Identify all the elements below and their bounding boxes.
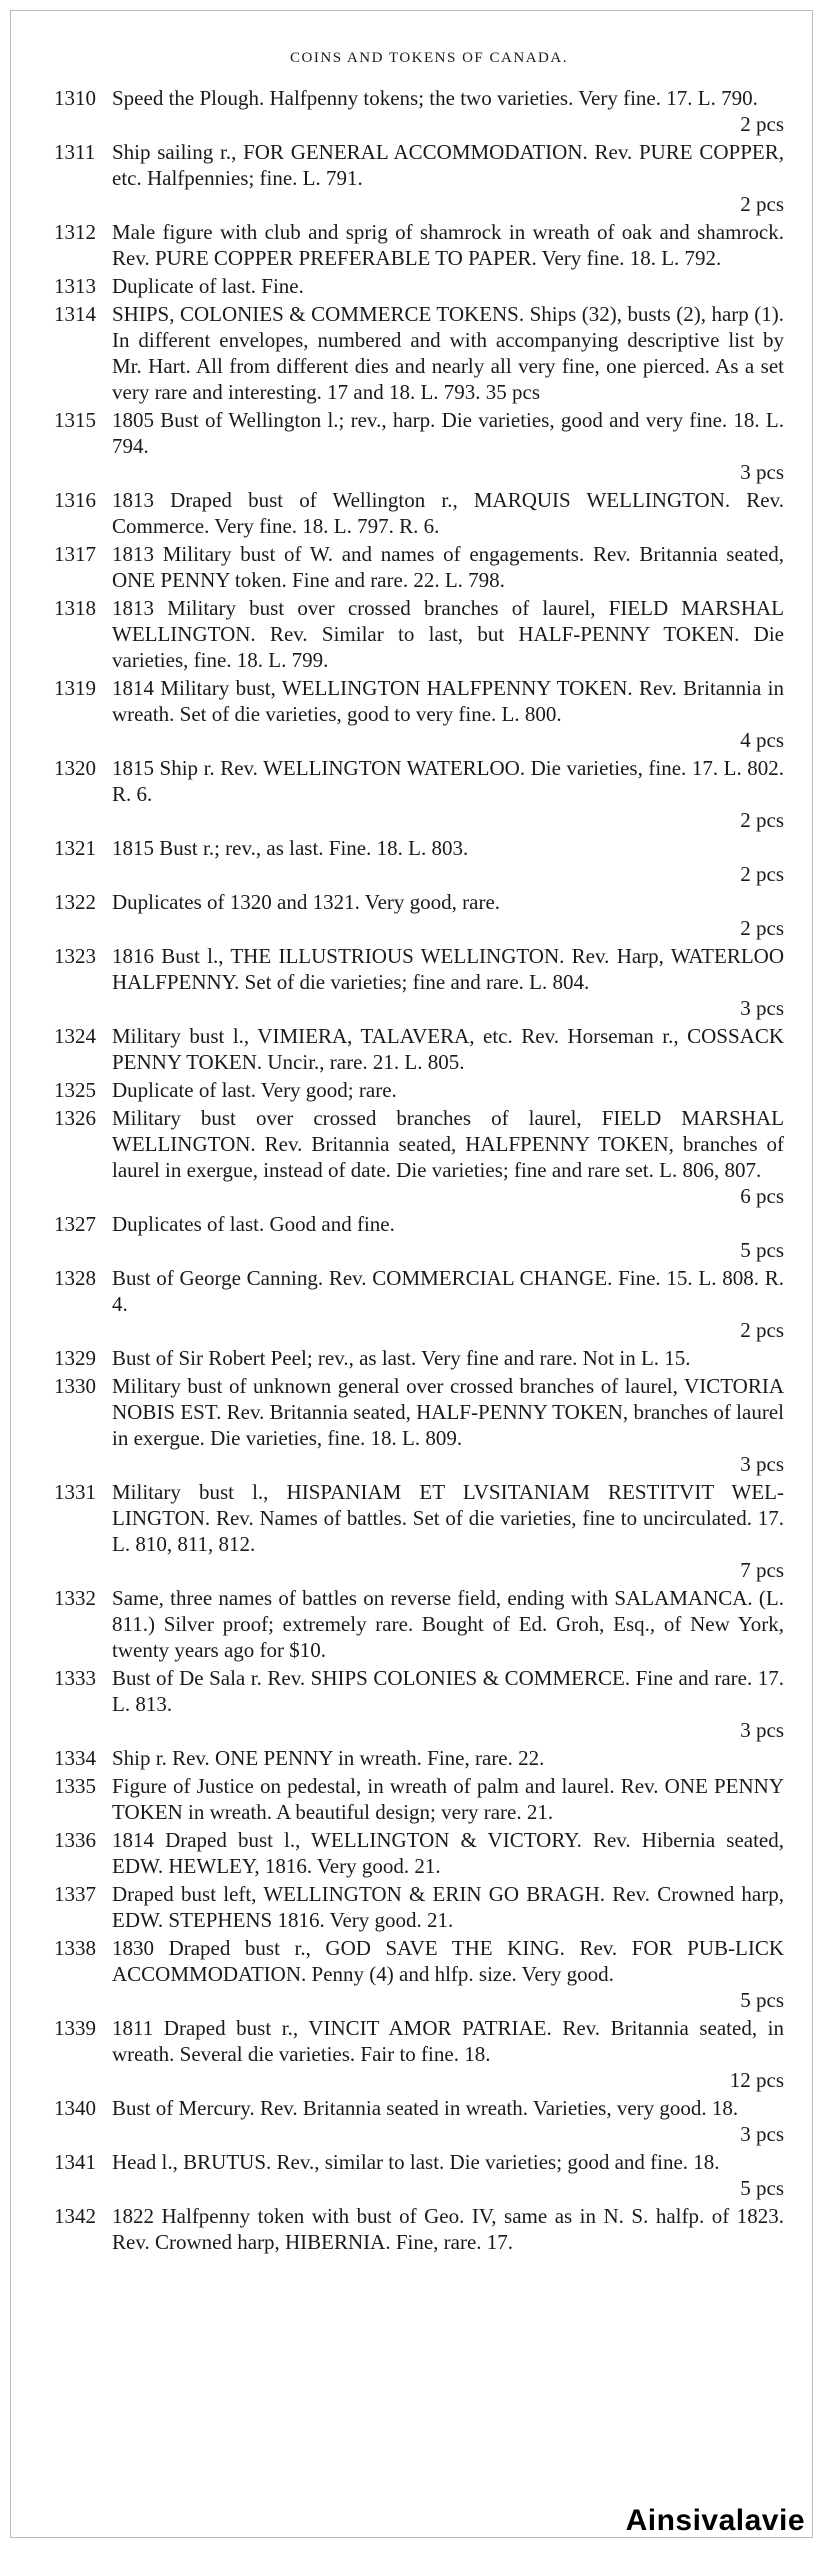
lot-description: Male figure with club and sprig of shamrock in wreath of oak and shamrock. Rev. PURE COPPER PREFERABLE TO PAPER. Very fine. 18. L. 792. bbox=[112, 220, 784, 270]
page-heading: COINS AND TOKENS OF CANADA. bbox=[290, 50, 568, 66]
lot-description: 1813 Military bust over crossed branches of laurel, FIELD MARSHAL WELLINGTON. Rev. Similar to last, but HALF-PENNY TOKEN. Die varieties, fine. 18. L. 799. bbox=[112, 596, 784, 672]
lot-number: 1318 bbox=[54, 596, 96, 620]
lot-quantity: 3 pcs bbox=[740, 1718, 784, 1742]
lot-entry bbox=[54, 1827, 784, 1879]
lot-number: 1332 bbox=[54, 1586, 96, 1610]
lot-quantity: 6 pcs bbox=[740, 1184, 784, 1208]
lot-description: Duplicates of last. Good and fine. bbox=[112, 1212, 395, 1236]
lot-entry bbox=[54, 1105, 784, 1209]
lot-description: 1805 Bust of Wellington l.; rev., harp. Die varieties, good and very fine. 18. L. 794. bbox=[112, 408, 784, 458]
lot-entry bbox=[54, 1265, 784, 1343]
lot-number: 1312 bbox=[54, 220, 96, 244]
lot-description: SHIPS, COLONIES & COMMERCE TOKENS. Ships (32), busts (2), harp (1). In different envelopes, numbered and with accompanying descriptive list by Mr. Hart. All from different dies and nearly all very fine, one pierced. As a set very rare and interesting. 17 and 18. L. 793. 35 pcs bbox=[112, 302, 784, 404]
lot-entry bbox=[54, 2015, 784, 2093]
lot-description: 1814 Draped bust l., WELLINGTON & VICTORY. Rev. Hibernia seated, EDW. HEWLEY, 1816. Very good. 21. bbox=[112, 1828, 784, 1878]
lot-entry bbox=[54, 835, 784, 887]
lot-quantity: 7 pcs bbox=[740, 1558, 784, 1582]
lot-entry bbox=[54, 1373, 784, 1477]
lot-description: Same, three names of battles on reverse field, ending with SALAMANCA. (L. 811.) Silver proof; extremely rare. Bought of Ed. Groh, Esq., of New York, twenty years ago for $10. bbox=[112, 1586, 784, 1662]
lot-quantity: 3 pcs bbox=[740, 460, 784, 484]
lot-entry bbox=[54, 1773, 784, 1825]
lot-quantity: 5 pcs bbox=[740, 1988, 784, 2012]
lot-quantity: 4 pcs bbox=[740, 728, 784, 752]
lot-quantity: 3 pcs bbox=[740, 996, 784, 1020]
lot-entry bbox=[54, 1023, 784, 1075]
watermark: Ainsivalavie bbox=[625, 2504, 805, 2537]
lot-entry bbox=[54, 1935, 784, 2013]
lot-entry bbox=[54, 755, 784, 833]
lot-entry bbox=[54, 1881, 784, 1933]
lot-description: Ship sailing r., FOR GENERAL ACCOMMODATION. Rev. PURE COPPER, etc. Halfpennies; fine. L. 791. bbox=[112, 140, 784, 190]
lot-number: 1341 bbox=[54, 2150, 96, 2174]
lot-entry bbox=[54, 2149, 784, 2201]
lot-description: 1813 Draped bust of Wellington r., MARQUIS WELLINGTON. Rev. Commerce. Very fine. 18. L. 797. R. 6. bbox=[112, 488, 784, 538]
lot-quantity: 2 pcs bbox=[740, 192, 784, 216]
lot-number: 1331 bbox=[54, 1480, 96, 1504]
lot-description: 1813 Military bust of W. and names of engagements. Rev. Britannia seated, ONE PENNY token. Fine and rare. 22. L. 798. bbox=[112, 542, 784, 592]
lot-number: 1324 bbox=[54, 1024, 96, 1048]
lot-entry bbox=[54, 675, 784, 753]
lot-description: 1814 Military bust, WELLINGTON HALFPENNY TOKEN. Rev. Britannia in wreath. Set of die varieties, good to very fine. L. 800. bbox=[112, 676, 784, 726]
lot-number: 1316 bbox=[54, 488, 96, 512]
lot-description: Duplicate of last. Fine. bbox=[112, 274, 304, 298]
lot-entry bbox=[54, 273, 784, 299]
lot-description: 1811 Draped bust r., VINCIT AMOR PATRIAE. Rev. Britannia seated, in wreath. Several die varieties. Fair to fine. 18. bbox=[112, 2016, 784, 2066]
lot-entry bbox=[54, 85, 784, 137]
lot-quantity: 5 pcs bbox=[740, 1238, 784, 1262]
lot-number: 1335 bbox=[54, 1774, 96, 1798]
lot-description: Duplicate of last. Very good; rare. bbox=[112, 1078, 397, 1102]
lot-description: Bust of De Sala r. Rev. SHIPS COLONIES & COMMERCE. Fine and rare. 17. L. 813. bbox=[112, 1666, 784, 1716]
lot-list bbox=[54, 85, 784, 2255]
lot-number: 1336 bbox=[54, 1828, 96, 1852]
lot-number: 1310 bbox=[54, 86, 96, 110]
lot-quantity: 2 pcs bbox=[740, 862, 784, 886]
lot-number: 1328 bbox=[54, 1266, 96, 1290]
lot-description: Bust of Mercury. Rev. Britannia seated in wreath. Varieties, very good. 18. bbox=[112, 2096, 739, 2120]
lot-number: 1339 bbox=[54, 2016, 96, 2040]
lot-description: 1815 Bust r.; rev., as last. Fine. 18. L. 803. bbox=[112, 836, 469, 860]
lot-number: 1323 bbox=[54, 944, 96, 968]
lot-description: Military bust l., VIMIERA, TALAVERA, etc. Rev. Horseman r., COSSACK PENNY TOKEN. Uncir., rare. 21. L. 805. bbox=[112, 1024, 784, 1074]
lot-quantity: 2 pcs bbox=[740, 916, 784, 940]
lot-number: 1319 bbox=[54, 676, 96, 700]
lot-quantity: 3 pcs bbox=[740, 1452, 784, 1476]
lot-number: 1326 bbox=[54, 1106, 96, 1130]
lot-number: 1327 bbox=[54, 1212, 96, 1236]
lot-description: Figure of Justice on pedestal, in wreath of palm and laurel. Rev. ONE PENNY TOKEN in wreath. A beautiful design; very rare. 21. bbox=[112, 1774, 784, 1824]
lot-number: 1338 bbox=[54, 1936, 96, 1960]
lot-description: 1815 Ship r. Rev. WELLINGTON WATERLOO. Die varieties, fine. 17. L. 802. R. 6. bbox=[112, 756, 784, 806]
lot-number: 1313 bbox=[54, 274, 96, 298]
lot-entry bbox=[54, 219, 784, 271]
lot-number: 1329 bbox=[54, 1346, 96, 1370]
lot-quantity: 12 pcs bbox=[729, 2068, 784, 2092]
lot-number: 1342 bbox=[54, 2204, 96, 2228]
lot-number: 1321 bbox=[54, 836, 96, 860]
lot-number: 1340 bbox=[54, 2096, 96, 2120]
lot-quantity: 2 pcs bbox=[740, 112, 784, 136]
lot-description: Speed the Plough. Halfpenny tokens; the two varieties. Very fine. 17. L. 790. bbox=[112, 86, 758, 110]
lot-entry bbox=[54, 139, 784, 217]
lot-number: 1314 bbox=[54, 302, 96, 326]
lot-description: Head l., BRUTUS. Rev., similar to last. Die varieties; good and fine. 18. bbox=[112, 2150, 720, 2174]
catalog-page bbox=[54, 50, 784, 2257]
lot-entry bbox=[54, 943, 784, 1021]
lot-entry bbox=[54, 595, 784, 673]
lot-description: Duplicates of 1320 and 1321. Very good, rare. bbox=[112, 890, 501, 914]
lot-description: Military bust over crossed branches of laurel, FIELD MARSHAL WELLINGTON. Rev. Britannia seated, HALFPENNY TOKEN, branches of laurel in exergue, instead of date. Die varieties; fine and rare set. L. 806, 807. bbox=[112, 1106, 784, 1182]
lot-entry bbox=[54, 1077, 784, 1103]
lot-description: Military bust of unknown general over crossed branches of laurel, VICTORIA NOBIS EST. Rev. Britannia seated, HALF-PENNY TOKEN, branches of laurel in exergue. Die varieties, fine. 18. L. 809. bbox=[112, 1374, 784, 1450]
lot-entry bbox=[54, 1585, 784, 1663]
lot-entry bbox=[54, 407, 784, 485]
lot-description: Draped bust left, WELLINGTON & ERIN GO BRAGH. Rev. Crowned harp, EDW. STEPHENS 1816. Very good. 21. bbox=[112, 1882, 784, 1932]
lot-entry bbox=[54, 2095, 784, 2147]
lot-number: 1315 bbox=[54, 408, 96, 432]
lot-description: 1822 Halfpenny token with bust of Geo. IV, same as in N. S. halfp. of 1823. Rev. Crowned harp, HIBERNIA. Fine, rare. 17. bbox=[112, 2204, 784, 2254]
lot-description: 1830 Draped bust r., GOD SAVE THE KING. Rev. FOR PUB-LICK ACCOMMODATION. Penny (4) and hlfp. size. Very good. bbox=[112, 1936, 784, 1986]
lot-entry bbox=[54, 1665, 784, 1743]
lot-entry bbox=[54, 1479, 784, 1583]
lot-description: Bust of George Canning. Rev. COMMERCIAL CHANGE. Fine. 15. L. 808. R. 4. bbox=[112, 1266, 784, 1316]
lot-number: 1311 bbox=[54, 140, 96, 164]
lot-entry bbox=[54, 1211, 784, 1263]
lot-entry bbox=[54, 2203, 784, 2255]
lot-number: 1333 bbox=[54, 1666, 96, 1690]
lot-description: 1816 Bust l., THE ILLUSTRIOUS WELLINGTON. Rev. Harp, WATERLOO HALFPENNY. Set of die varieties; fine and rare. L. 804. bbox=[112, 944, 784, 994]
lot-quantity: 2 pcs bbox=[740, 808, 784, 832]
lot-number: 1320 bbox=[54, 756, 96, 780]
lot-entry bbox=[54, 1745, 784, 1771]
lot-quantity: 2 pcs bbox=[740, 1318, 784, 1342]
lot-number: 1322 bbox=[54, 890, 96, 914]
lot-description: Ship r. Rev. ONE PENNY in wreath. Fine, rare. 22. bbox=[112, 1746, 545, 1770]
lot-entry bbox=[54, 301, 784, 405]
lot-entry bbox=[54, 889, 784, 941]
lot-quantity: 5 pcs bbox=[740, 2176, 784, 2200]
lot-entry bbox=[54, 487, 784, 539]
lot-quantity: 3 pcs bbox=[740, 2122, 784, 2146]
lot-number: 1337 bbox=[54, 1882, 96, 1906]
lot-entry bbox=[54, 1345, 784, 1371]
lot-number: 1334 bbox=[54, 1746, 96, 1770]
lot-description: Military bust l., HISPANIAM ET LVSITANIAM RESTITVIT WEL-LINGTON. Rev. Names of battles. Set of die varieties, fine to uncirculated. 17. L. 810, 811, 812. bbox=[112, 1480, 784, 1556]
lot-number: 1317 bbox=[54, 542, 96, 566]
lot-number: 1330 bbox=[54, 1374, 96, 1398]
lot-entry bbox=[54, 541, 784, 593]
lot-description: Bust of Sir Robert Peel; rev., as last. Very fine and rare. Not in L. 15. bbox=[112, 1346, 691, 1370]
lot-number: 1325 bbox=[54, 1078, 96, 1102]
